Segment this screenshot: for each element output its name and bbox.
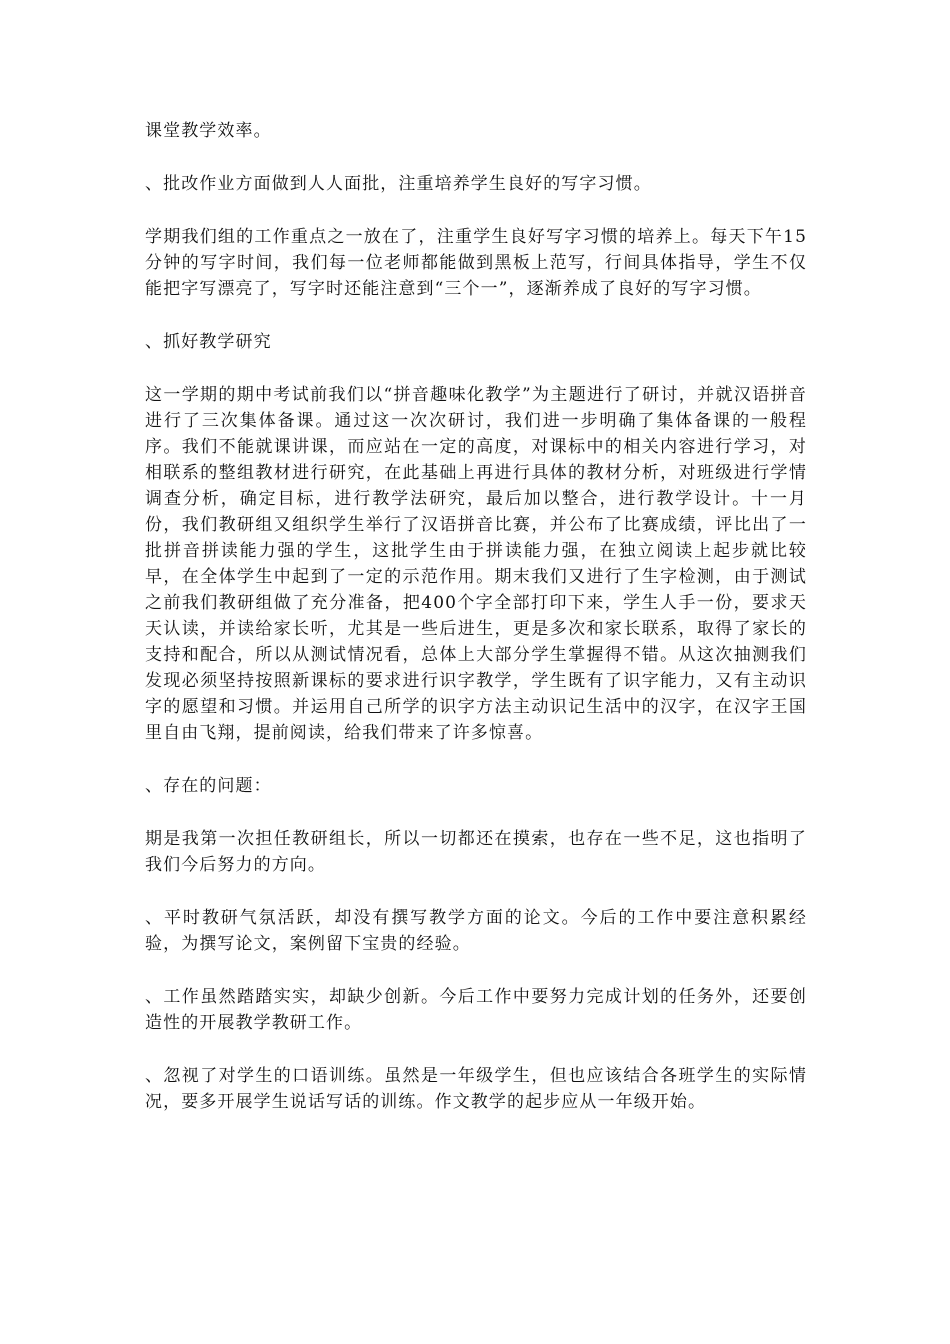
paragraph-problem-papers: 、平时教研气氛活跃，却没有撰写教学方面的论文。今后的工作中要注意积累经验，为撰写论文，案例留下宝贵的经验。 — [145, 908, 807, 954]
paragraph-problems-intro: 期是我第一次担任教研组长，所以一切都还在摸索，也存在一些不足，这也指明了我们今后努力的方向。 — [145, 829, 807, 875]
document-page — [145, 118, 807, 1142]
paragraph-intro-end: 课堂教学效率。 — [145, 121, 272, 141]
paragraph-teaching-research: 这一学期的期中考试前我们以“拼音趣味化教学”为主题进行了研讨，并就汉语拼音进行了三次集体备课。通过这一次次研讨，我们进一步明确了集体备课的一般程序。我们不能就课讲课，而应站在一定的高度，对课标中的相关内容进行学习，对相联系的整组教材进行研究，在此基础上再进行具体的教材分析，对班级进行学情调查分析，确定目标，进行教学法研究，最后加以整合，进行教学设计。十一月份，我们教研组又组织学生举行了汉语拼音比赛，并公布了比赛成绩，评比出了一批拼音拼读能力强的学生，这批学生由于拼读能力强，在独立阅读上起步就比较早，在全体学生中起到了一定的示范作用。期末我们又进行了生字检测，由于测试之前我们教研组做了充分准备，把400个字全部打印下来，学生人手一份，要求天天认读，并读给家长听，尤其是一些后进生，更是多次和家长联系，取得了家长的支持和配合，所以从测试情况看，总体上大部分学生掌握得不错。从这次抽测我们发现必须坚持按照新课标的要求进行识字教学，学生既有了识字能力，又有主动识字的愿望和习惯。并运用自己所学的识字方法主动识记生活中的汉字，在汉字王国里自由飞翔，提前阅读，给我们带来了许多惊喜。 — [145, 385, 807, 743]
paragraph-problem-innovation: 、工作虽然踏踏实实，却缺少创新。今后工作中要努力完成计划的任务外，还要创造性的开展教学教研工作。 — [145, 987, 807, 1033]
heading-homework-correction: 、批改作业方面做到人人面批，注重培养学生良好的写字习惯。 — [145, 174, 652, 194]
paragraph-problem-oral-training: 、忽视了对学生的口语训练。虽然是一年级学生，但也应该结合各班学生的实际情况，要多开展学生说话写话的训练。作文教学的起步应从一年级开始。 — [145, 1066, 807, 1112]
paragraph-writing-habits: 学期我们组的工作重点之一放在了，注重学生良好写字习惯的培养上。每天下午15分钟的写字时间，我们每一位老师都能做到黑板上范写，行间具体指导，学生不仅能把字写漂亮了，写字时还能注意到“三个一”，逐渐养成了良好的写字习惯。 — [145, 227, 807, 299]
heading-existing-problems: 、存在的问题： — [145, 776, 272, 796]
heading-teaching-research: 、抓好教学研究 — [145, 332, 272, 352]
